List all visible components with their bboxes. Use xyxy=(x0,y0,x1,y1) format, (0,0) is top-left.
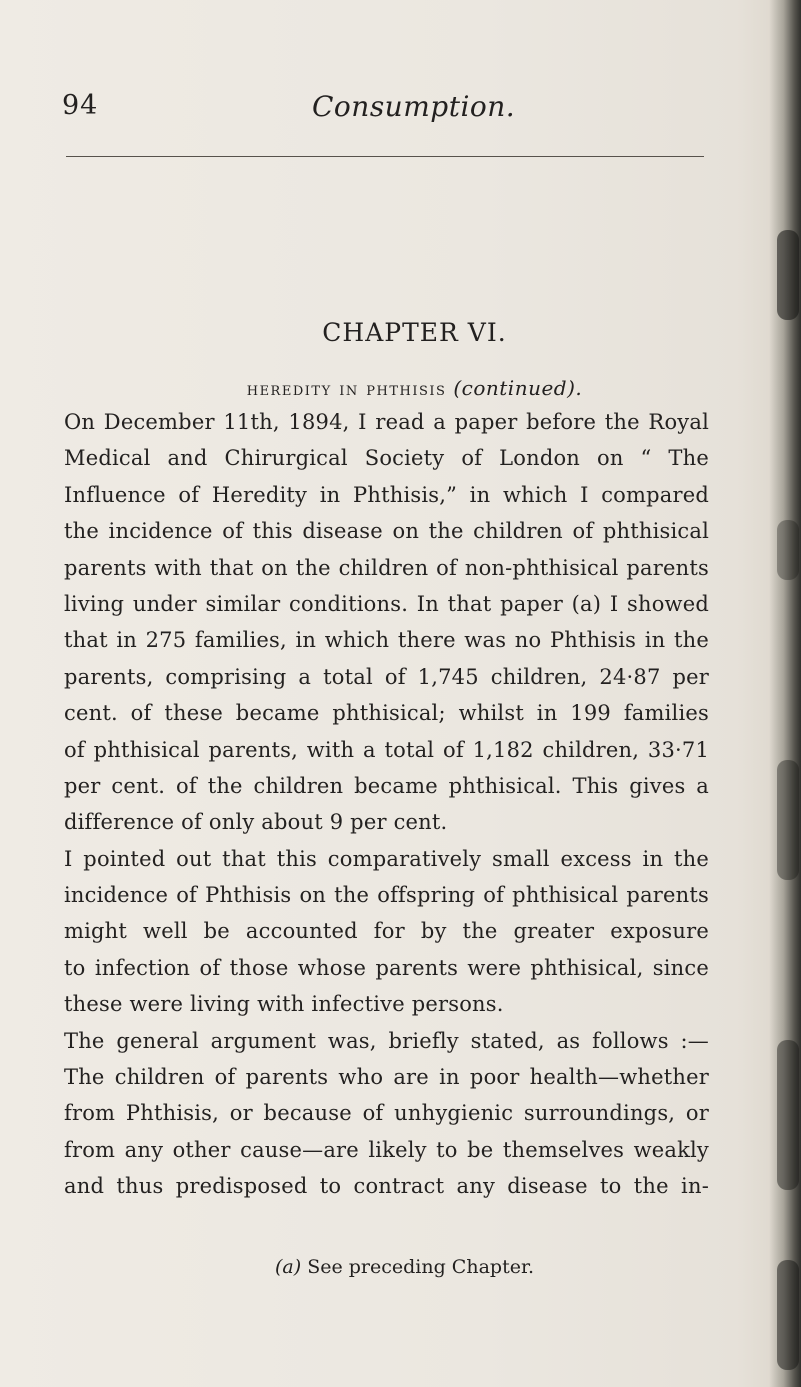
page-edge-mark xyxy=(777,230,799,320)
text-line: to infection of those whose parents were phthisical, since xyxy=(64,955,709,980)
text-line: incidence of Phthisis on the offspring of phthisical parents xyxy=(64,883,709,908)
text-line: Medical and Chirurgical Society of London on “ The xyxy=(64,446,709,471)
text-line: I pointed out that this comparatively small excess in the xyxy=(64,846,709,871)
chapter-subheading xyxy=(0,376,801,400)
text-line: from any other cause—are likely to be themselves weakly xyxy=(64,1137,709,1162)
text-line: that in 275 families, in which there was no Phthisis in the xyxy=(64,628,709,653)
text-line: On December 11th, 1894, I read a paper before the Royal xyxy=(64,410,709,434)
page-edge-mark xyxy=(777,1040,799,1190)
page-edge-mark xyxy=(777,760,799,880)
header-rule xyxy=(66,156,704,157)
running-head xyxy=(0,90,801,130)
page-number: 94 xyxy=(62,90,99,121)
subheading-continued: (continued). xyxy=(453,376,583,400)
running-title: Consumption. xyxy=(312,90,516,123)
text-line: and thus predisposed to contract any disease to the in- xyxy=(64,1174,709,1199)
text-line: The general argument was, briefly stated, as follows :— xyxy=(64,1028,709,1053)
footnote-text: See preceding Chapter. xyxy=(307,1256,534,1278)
text-line: from Phthisis, or because of unhygienic surroundings, or xyxy=(64,1101,709,1126)
text-line: the incidence of this disease on the children of phthisical xyxy=(64,519,709,544)
text-line: difference of only about 9 per cent. xyxy=(64,810,448,835)
text-line: these were living with infective persons. xyxy=(64,992,504,1017)
subheading-main: heredity in phthisis xyxy=(246,378,447,400)
text-line: Influence of Heredity in Phthisis,” in which I compared xyxy=(64,482,709,507)
text-line: cent. of these became phthisical; whilst in 199 families xyxy=(64,701,709,726)
text-line: per cent. of the children became phthisical. This gives a xyxy=(64,773,709,798)
footnote-marker: (a) xyxy=(275,1256,302,1278)
chapter-title: CHAPTER VI. xyxy=(322,318,507,347)
text-line: might well be accounted for by the greater exposure xyxy=(64,919,709,944)
footnote xyxy=(0,1256,801,1278)
text-line: The children of parents who are in poor health—whether xyxy=(64,1065,709,1090)
text-line: living under similar conditions. In that paper (a) I showed xyxy=(64,591,709,616)
body-text xyxy=(64,404,709,1205)
text-line: of phthisical parents, with a total of 1,182 children, 33·71 xyxy=(64,737,709,762)
text-line: parents with that on the children of non-phthisical parents xyxy=(64,555,709,580)
page-edge-mark xyxy=(777,520,799,580)
text-line: parents, comprising a total of 1,745 children, 24·87 per xyxy=(64,664,709,689)
